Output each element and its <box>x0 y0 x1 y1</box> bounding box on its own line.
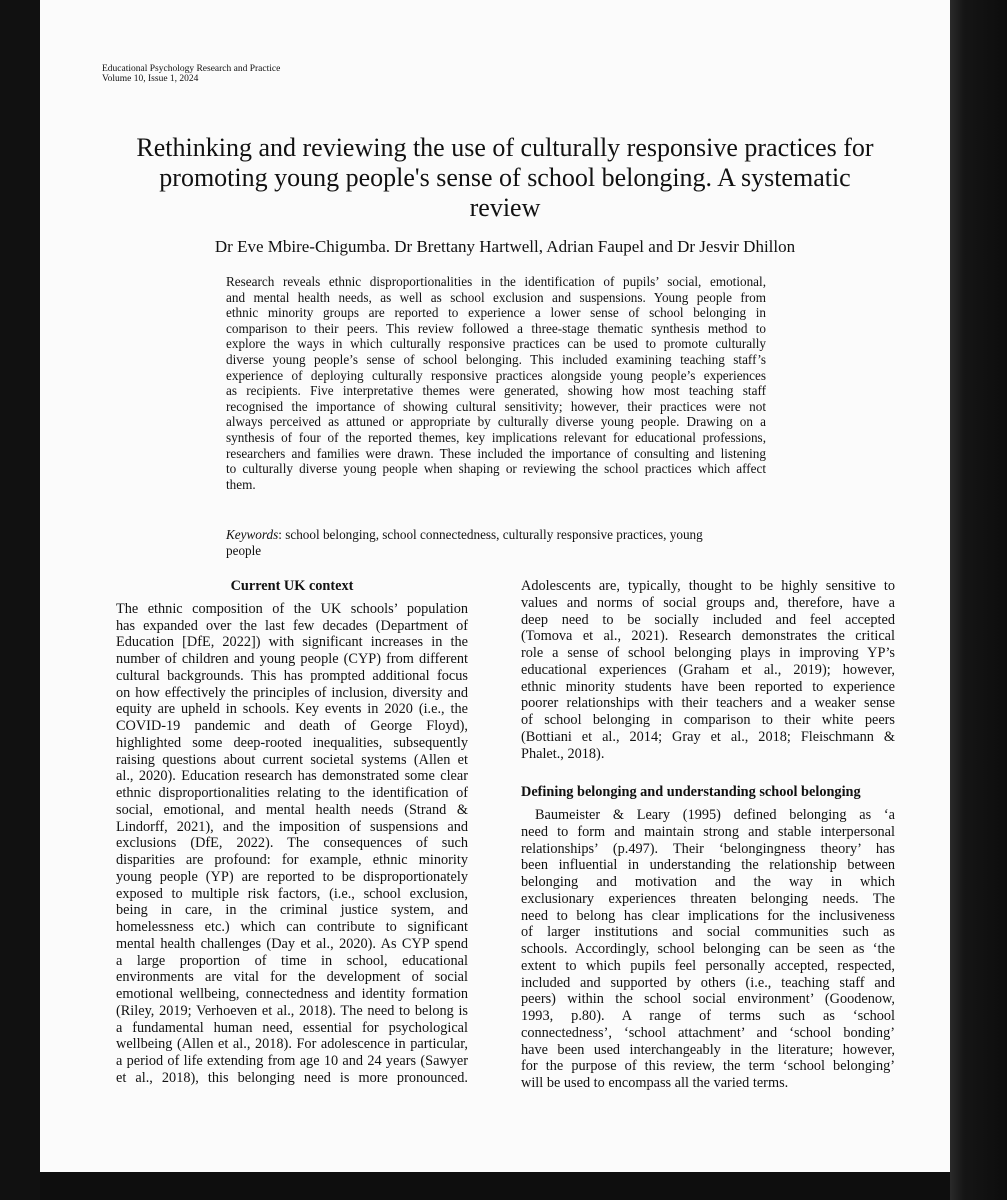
body-line: cultural backgrounds. This has prompted additional focus <box>116 667 468 684</box>
abstract-line: comparison to their peers. This review followed a three-stage thematic synthesis method to <box>226 320 766 336</box>
abstract-line: Research reveals ethnic disproportionalities in the identification of pupils’ social, emotional, <box>226 274 766 289</box>
body-line: need to form and maintain strong and stable interpersonal <box>521 823 895 840</box>
abstract <box>226 274 766 492</box>
abstract-line: explore the ways in which culturally responsive practices can be used to promote culturally <box>226 336 766 352</box>
body-line: belonging and motivation and the way in which <box>521 874 895 890</box>
journal-header <box>102 64 280 84</box>
abstract-line: them. <box>226 476 256 492</box>
section-heading-defining-belonging: Defining belonging and understanding school belonging <box>521 784 861 801</box>
body-line: COVID-19 pandemic and death of George Floyd), <box>116 718 468 734</box>
body-line: extent to which pupils feel personally accepted, respected, <box>521 957 895 974</box>
body-line: Adolescents are, typically, thought to be highly sensitive to <box>521 578 895 594</box>
body-line: Phalet., 2018). <box>521 745 605 762</box>
body-line: has expanded over the last few decades (Department of <box>116 617 468 634</box>
body-line: (Riley, 2019; Verhoeven et al., 2018). The need to belong is <box>116 1002 468 1019</box>
abstract-line: to culturally diverse young people when shaping or reviewing the school practices which affect <box>226 461 766 477</box>
body-line: 1993, p.80). A range of terms such as ‘school <box>521 1008 895 1024</box>
keywords-label: Keywords <box>226 527 279 542</box>
paper-title <box>70 133 940 223</box>
body-line: exclusionary experiences threaten belonging needs. The <box>521 890 895 907</box>
body-line: disparities are profound: for example, ethnic minority <box>116 852 468 868</box>
body-line: homelessness etc.) which can contribute to significant <box>116 919 468 935</box>
body-line: young people (YP) are reported to be disproportionately <box>116 868 468 885</box>
keywords <box>226 527 766 559</box>
body-line: being in care, in the criminal justice system, and <box>116 902 468 919</box>
body-line: social, emotional, and mental health needs (Strand & <box>116 801 468 818</box>
body-line: poorer relationships with their teachers and a weaker sense <box>521 695 895 712</box>
body-line: Education [DfE, 2022]) with significant increases in the <box>116 634 468 651</box>
body-line: highlighted some deep-rooted inequalities, subsequently <box>116 734 468 751</box>
body-line: Lindorff, 2021), and the imposition of suspensions and <box>116 818 468 835</box>
body-line: ethnic disproportionalities relating to the identification of <box>116 785 468 801</box>
body-line: schools. Accordingly, school belonging can be seen as ‘the <box>521 941 895 957</box>
body-line: peers) within the school social environment’ (Goodenow, <box>521 991 895 1008</box>
body-line: number of children and young people (CYP) from different <box>116 651 468 667</box>
body-line: a period of life extending from age 10 and 24 years (Sawyer <box>116 1053 468 1069</box>
body-line: Baumeister & Leary (1995) defined belonging as ‘a <box>535 807 895 823</box>
body-line: a fundamental human need, essential for psychological <box>116 1019 468 1036</box>
abstract-line: synthesis of four of the reported themes, key implications relevant for educational professions, <box>226 429 766 445</box>
title-line: Rethinking and reviewing the use of culturally responsive practices for <box>136 133 874 162</box>
body-line: environments are vital for the development of social <box>116 969 468 986</box>
body-line: on how effectively the principles of inclusion, diversity and <box>116 684 468 701</box>
body-line: The ethnic composition of the UK schools’ population <box>116 600 468 617</box>
body-line: (Bottiani et al., 2014; Gray et al., 2018; Fleischmann & <box>521 728 895 745</box>
body-line: equity are upheld in schools. Key events in 2020 (i.e., the <box>116 701 468 718</box>
body-line: of school belonging in comparison to their white peers <box>521 712 895 728</box>
title-line: promoting young people's sense of school belonging. A systematic <box>159 163 851 192</box>
abstract-line: ethnic minority groups are reported to experience a lower sense of school belonging in <box>226 305 766 321</box>
body-line: will be used to encompass all the varied terms. <box>521 1075 789 1091</box>
body-line: exposed to multiple risk factors, (i.e., school exclusion, <box>116 885 468 902</box>
right-column <box>521 578 895 1092</box>
body-line: ethnic minority students have been reported to experience <box>521 678 895 695</box>
body-line: raising questions about current societal systems (Allen et <box>116 751 468 768</box>
abstract-line: always perceived as attuned or appropriate by culturally diverse young people. Drawing on a <box>226 414 766 430</box>
body-line: of larger institutions and social communities such as <box>521 924 895 941</box>
abstract-line: experience of deploying culturally responsive practices alongside young people’s experiences <box>226 367 766 383</box>
body-line: have been used interchangeably in the literature; however, <box>521 1041 895 1058</box>
title-line: review <box>469 193 541 222</box>
author-list: Dr Eve Mbire-Chigumba. Dr Brettany Hartwell, Adrian Faupel and Dr Jesvir Dhillon <box>214 237 796 256</box>
screen-dark-bottom <box>40 1172 950 1200</box>
body-line: included and supported by others (i.e., teaching staff and <box>521 974 895 991</box>
body-line: mental health challenges (Day et al., 2020). As CYP spend <box>116 935 468 952</box>
body-line: et al., 2018), this belonging need is more pronounced. <box>116 1069 468 1086</box>
body-line: connectedness’, ‘school attachment’ and ‘school bonding’ <box>521 1024 895 1041</box>
body-line: values and norms of social groups and, therefore, have a <box>521 594 895 611</box>
body-line: al., 2020). Education research has demonstrated some clear <box>116 768 468 785</box>
abstract-line: diverse young people’s sense of school belonging. This included examining teaching staff’s <box>226 351 766 367</box>
body-line: emotional wellbeing, connectedness and identity formation <box>116 986 468 1002</box>
left-column <box>116 578 468 1087</box>
abstract-line: and mental health needs, as well as school exclusion and suspensions. Young people from <box>226 289 766 305</box>
journal-name: Educational Psychology Research and Practice <box>102 64 281 74</box>
body-line: educational experiences (Graham et al., 2019); however, <box>521 661 895 678</box>
body-line: a large proportion of time in school, educational <box>116 952 468 969</box>
body-line: wellbeing (Allen et al., 2018). For adolescence in particular, <box>116 1036 468 1053</box>
body-line: (Tomova et al., 2021). Research demonstrates the critical <box>521 628 895 645</box>
body-line: been influential in understanding the relationship between <box>521 857 895 874</box>
body-line: role a sense of school belonging plays in improving YP’s <box>521 645 895 661</box>
keywords-text-cont: people <box>226 543 262 558</box>
section-heading-current-uk-context: Current UK context <box>230 578 354 594</box>
abstract-line: researchers and families were drawn. These included the importance of consulting and listening <box>226 445 766 461</box>
body-line: deep need to be socially included and feel accepted <box>521 611 895 628</box>
screen-dark-edge <box>950 0 1007 1200</box>
body-line: need to belong has clear implications for the inclusiveness <box>521 907 895 924</box>
body-line: relationships’ (p.497). Their ‘belongingness theory’ has <box>521 840 895 857</box>
journal-issue: Volume 10, Issue 1, 2024 <box>102 74 199 84</box>
abstract-line: recognised the importance of showing cultural sensitivity; however, their practices were not <box>226 398 766 414</box>
keywords-text: : school belonging, school connectedness, culturally responsive practices, young <box>278 527 703 542</box>
body-line: exclusions (DfE, 2022). The consequences of such <box>116 835 468 852</box>
abstract-line: as recipients. Five interpretative themes were generated, showing how most teaching staff <box>226 383 766 399</box>
body-line: for the purpose of this review, the term ‘school belonging’ <box>521 1058 895 1075</box>
